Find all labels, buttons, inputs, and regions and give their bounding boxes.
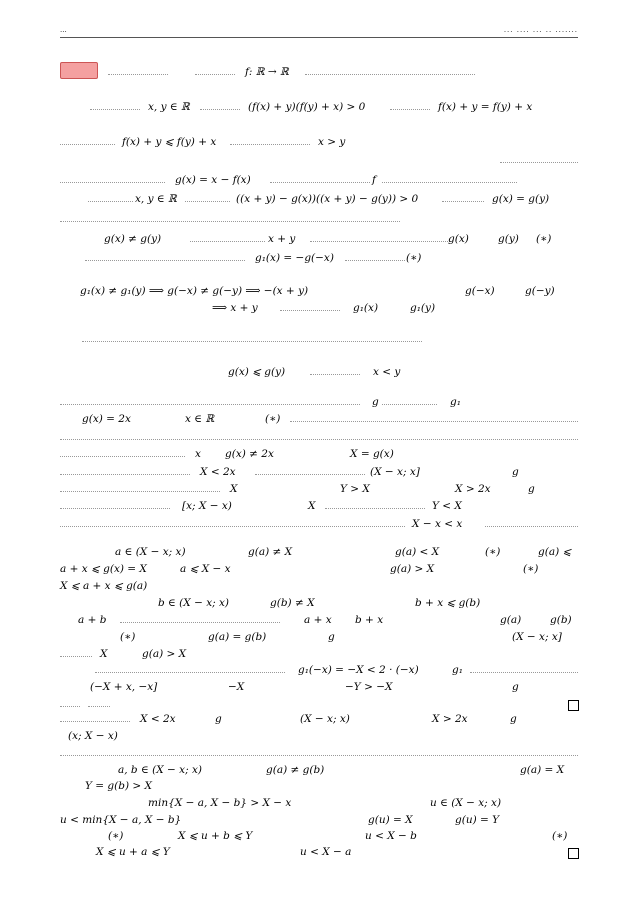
text-line [60,614,578,628]
text-line [60,780,578,794]
header-left: ... [60,26,67,34]
text-line [60,66,578,80]
formula: X [100,648,108,660]
text-line [60,681,578,695]
formula: (X − x; x] [512,631,562,643]
formula: g(a) [500,614,522,626]
text-line [60,500,578,514]
text-line [60,233,578,247]
text-line [60,213,578,227]
formula: g(a) < X [395,546,440,558]
formula: a + x ⩽ g(x) = X [60,563,147,575]
formula: g₁(y) [410,302,436,314]
formula: g(a) > X [390,563,435,575]
text-line [60,366,578,380]
formula: g(a) = g(b) [208,631,267,643]
formula: f(x) + y ⩽ f(y) + x [122,136,217,148]
formula: g₁ [450,396,461,408]
text-line [60,518,578,532]
formula: g(x) ≠ g(y) [104,233,162,245]
formula: X ⩽ u + b ⩽ Y [178,830,253,842]
formula: x, y ∈ ℝ [135,193,177,205]
formula: X > 2x [455,483,491,495]
formula: x + y [268,233,296,245]
formula: (∗) [406,252,422,264]
text-line [60,252,578,266]
text-line [60,174,578,188]
text-line [60,830,578,844]
formula: (∗) [523,563,539,575]
text-line [60,648,578,662]
text-line [60,413,578,427]
formula: g(a) = X [520,764,565,776]
formula: x, y ∈ ℝ [148,101,190,113]
formula: u ∈ (X − x; x) [430,797,502,809]
formula: Y > X [340,483,370,495]
text-line [60,747,578,761]
formula: g [512,681,519,693]
formula: x < y [373,366,401,378]
formula: [x; X − x) [182,500,232,512]
formula: x ∈ ℝ [185,413,215,425]
formula: −Y > −X [345,681,393,693]
formula: (X − x; x) [300,713,350,725]
formula: f [372,174,376,186]
formula: (∗) [120,631,136,643]
text-line [60,193,578,207]
text-line [60,730,578,744]
formula: X [308,500,316,512]
formula: b + x ⩽ g(b) [415,597,481,609]
text-line [60,302,578,316]
formula: f: ℝ → ℝ [245,66,289,78]
formula: g(a) ≠ X [248,546,293,558]
formula: g₁(x) ≠ g₁(y) ⟹ g(−x) ≠ g(−y) ⟹ −(x + y) [80,285,309,297]
formula: g [372,396,379,408]
text-line [60,764,578,778]
formula: g(x) ⩽ g(y) [228,366,286,378]
formula: −X [228,681,245,693]
formula: X ⩽ u + a ⩽ Y [96,846,170,858]
formula: min{X − a, X − b} > X − x [148,797,292,809]
formula: u < min{X − a, X − b} [60,814,182,826]
text-line [60,396,578,410]
formula: Y < X [432,500,462,512]
formula: g₁(x) [353,302,379,314]
formula: g [510,713,517,725]
formula: b + x [355,614,384,626]
formula: a ∈ (X − x; x) [115,546,186,558]
formula: x > y [318,136,346,148]
formula: u < X − b [365,830,417,842]
text-line [60,136,578,150]
text-line [60,448,578,462]
text-line [60,333,578,347]
formula: g(u) = Y [455,814,500,826]
text-line [60,814,578,828]
formula: (∗) [265,413,281,425]
text-line [60,664,578,678]
formula: u < X − a [300,846,352,858]
formula: g(−y) [525,285,555,297]
text-line [60,154,578,168]
formula: g [528,483,535,495]
text-line [60,431,578,445]
formula: a + b [78,614,107,626]
formula: (∗) [485,546,501,558]
text-line [60,698,578,712]
formula: g(u) = X [368,814,413,826]
formula: g₁ [452,664,463,676]
formula: g [328,631,335,643]
formula: x [195,448,201,460]
text-line [60,546,578,560]
formula: X [230,483,238,495]
formula: X > 2x [432,713,468,725]
formula: g(−x) [465,285,495,297]
formula: g(x) = x − f(x) [175,174,251,186]
formula: (X − x; x] [370,466,420,478]
formula: (f(x) + y)(f(y) + x) > 0 [248,101,366,113]
formula: X < 2x [200,466,236,478]
formula: g(b) ≠ X [270,597,315,609]
text-line [60,466,578,480]
formula: a + x [304,614,332,626]
text-line [60,483,578,497]
formula: g(y) [498,233,519,245]
formula: g(x) ≠ 2x [225,448,274,460]
formula: (∗) [536,233,552,245]
formula: (∗) [108,830,124,842]
text-line [60,846,578,860]
formula: g(x) [448,233,469,245]
qed-square [568,848,579,859]
text-line [60,580,578,594]
formula: Y = g(b) > X [85,780,152,792]
formula: g(a) > X [142,648,187,660]
formula: X ⩽ a + x ⩽ g(a) [60,580,148,592]
formula: g [215,713,222,725]
formula: g₁(−x) = −X < 2 · (−x) [298,664,419,676]
formula: g [512,466,519,478]
formula: g₁(x) = −g(−x) [255,252,334,264]
formula: (∗) [552,830,568,842]
text-line [60,563,578,577]
formula: g(a) ⩽ [538,546,572,558]
text-line [60,797,578,811]
formula: X − x < x [412,518,463,530]
formula: X < 2x [140,713,176,725]
formula: g(b) [550,614,572,626]
formula: (x; X − x) [68,730,118,742]
text-line [60,285,578,299]
text-line [60,713,578,727]
formula: g(x) = 2x [82,413,131,425]
header-rule [60,37,578,38]
formula: ((x + y) − g(x))((x + y) − g(y)) > 0 [236,193,419,205]
formula: (−X + x, −x] [90,681,158,693]
qed-square [568,700,579,711]
text-line [60,631,578,645]
formula: a, b ∈ (X − x; x) [118,764,202,776]
text-line [60,101,578,115]
formula: g(a) ≠ g(b) [266,764,325,776]
formula: f(x) + y = f(y) + x [438,101,533,113]
formula: b ∈ (X − x; x) [158,597,230,609]
text-line [60,597,578,611]
formula: a ⩽ X − x [180,563,231,575]
formula: ⟹ x + y [212,302,258,314]
formula: g(x) = g(y) [492,193,550,205]
formula: X = g(x) [350,448,394,460]
header-right: ... .... ... .. ....... [503,26,578,34]
